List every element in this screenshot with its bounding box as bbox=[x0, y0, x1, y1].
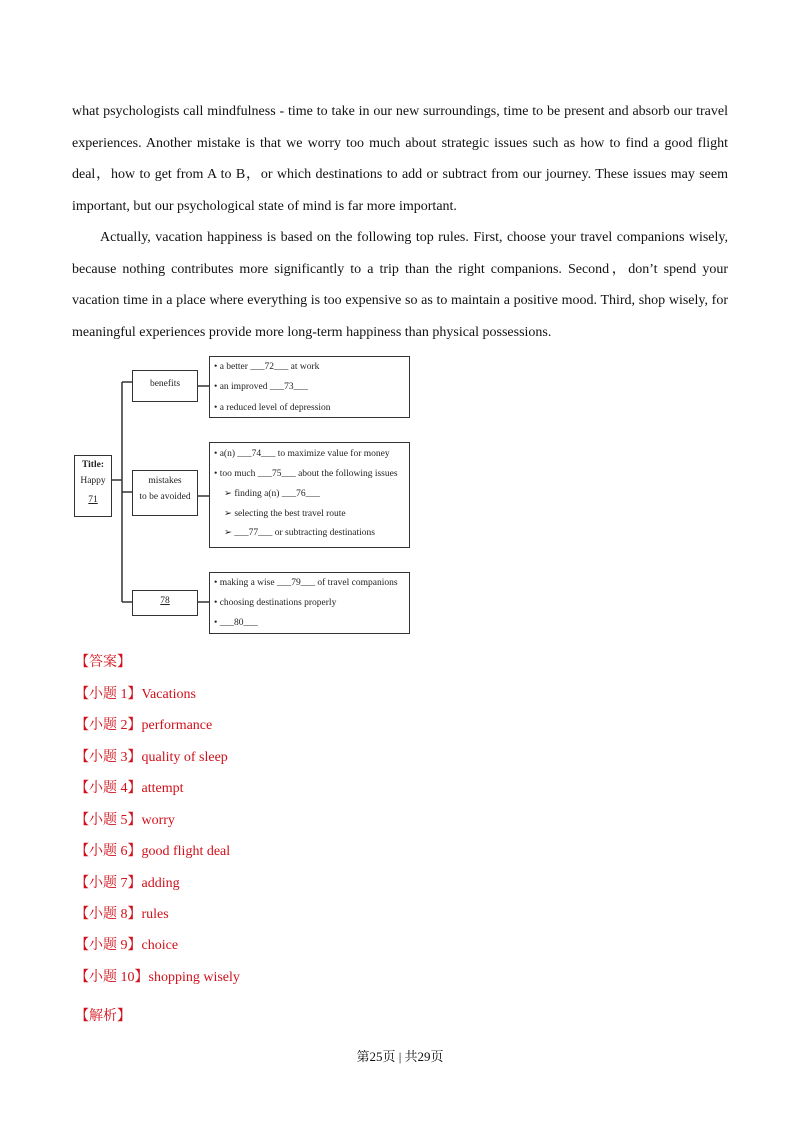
answer-item: 【小题 10】shopping wisely bbox=[75, 970, 240, 985]
answer-item: 【小题 4】attempt bbox=[75, 781, 184, 796]
page-footer: 第25页 | 共29页 bbox=[356, 1049, 444, 1064]
answer-item: 【小题 9】choice bbox=[75, 938, 179, 953]
mistakes-item: • a(n) ___74___ to maximize value for money bbox=[214, 449, 390, 459]
analysis-heading: 【解析】 bbox=[75, 1009, 131, 1024]
title-box bbox=[74, 455, 112, 517]
body-paragraph-2: Actually, vacation happiness is based on the following top rules. First, choose your travel companions wisely, because nothing contributes more significantly to a trip than the right companions. Second，don’t spend your vacation time in a place where everything is too expensive so as to maintain a positive mood. Third, shop wisely, for meaningful experiences provide more long-term happiness than physical possessions. bbox=[72, 230, 728, 340]
branch-benefits-label: benefits bbox=[149, 379, 181, 389]
answer-item: 【小题 8】rules bbox=[75, 907, 169, 922]
branch-mistakes bbox=[132, 470, 198, 516]
answer-heading: 【答案】 bbox=[75, 655, 131, 670]
answer-item: 【小题 6】good flight deal bbox=[75, 844, 231, 859]
branch-benefits bbox=[132, 370, 198, 402]
rules-items-box bbox=[209, 572, 410, 634]
mistakes-item: • too much ___75___ about the following issues bbox=[214, 469, 398, 479]
answer-item: 【小题 2】performance bbox=[75, 718, 213, 733]
answer-item: 【小题 3】quality of sleep bbox=[75, 750, 228, 765]
benefits-item: • an improved ___73___ bbox=[214, 382, 308, 392]
rules-item: • choosing destinations properly bbox=[214, 598, 337, 608]
mistakes-items-box bbox=[209, 442, 410, 548]
mind-map-diagram bbox=[72, 350, 422, 640]
title-word: Happy bbox=[80, 476, 106, 486]
mistakes-subitem: ➢ finding a(n) ___76___ bbox=[224, 489, 320, 499]
blank-78: 78 bbox=[160, 596, 170, 606]
benefits-items-box bbox=[209, 356, 410, 418]
benefits-item: • a reduced level of depression bbox=[214, 403, 331, 413]
blank-71: 71 bbox=[88, 495, 98, 505]
benefits-item: • a better ___72___ at work bbox=[214, 362, 320, 372]
answer-item: 【小题 1】Vacations bbox=[75, 687, 196, 702]
branch-mistakes-label: to be avoided bbox=[139, 492, 191, 502]
branch-78 bbox=[132, 590, 198, 616]
mistakes-subitem: ➢ selecting the best travel route bbox=[224, 509, 346, 519]
mistakes-subitem: ➢ ___77___ or subtracting destinations bbox=[224, 528, 375, 538]
answer-item: 【小题 5】worry bbox=[75, 813, 175, 828]
branch-mistakes-label: mistakes bbox=[148, 476, 182, 486]
title-label: Title: bbox=[82, 460, 104, 470]
rules-item: • making a wise ___79___ of travel companions bbox=[214, 578, 398, 588]
rules-item: • ___80___ bbox=[214, 618, 258, 628]
answer-item: 【小题 7】adding bbox=[75, 876, 180, 891]
body-paragraph-1: what psychologists call mindfulness - time to take in our new surroundings, time to be present and absorb our travel experiences. Another mistake is that we worry too much about strategic issues such as how to find a good flight deal，how to get from A to B，or which destinations to add or subtract from our journey. These issues may seem important, but our psychological state of mind is far more important. bbox=[72, 104, 728, 214]
